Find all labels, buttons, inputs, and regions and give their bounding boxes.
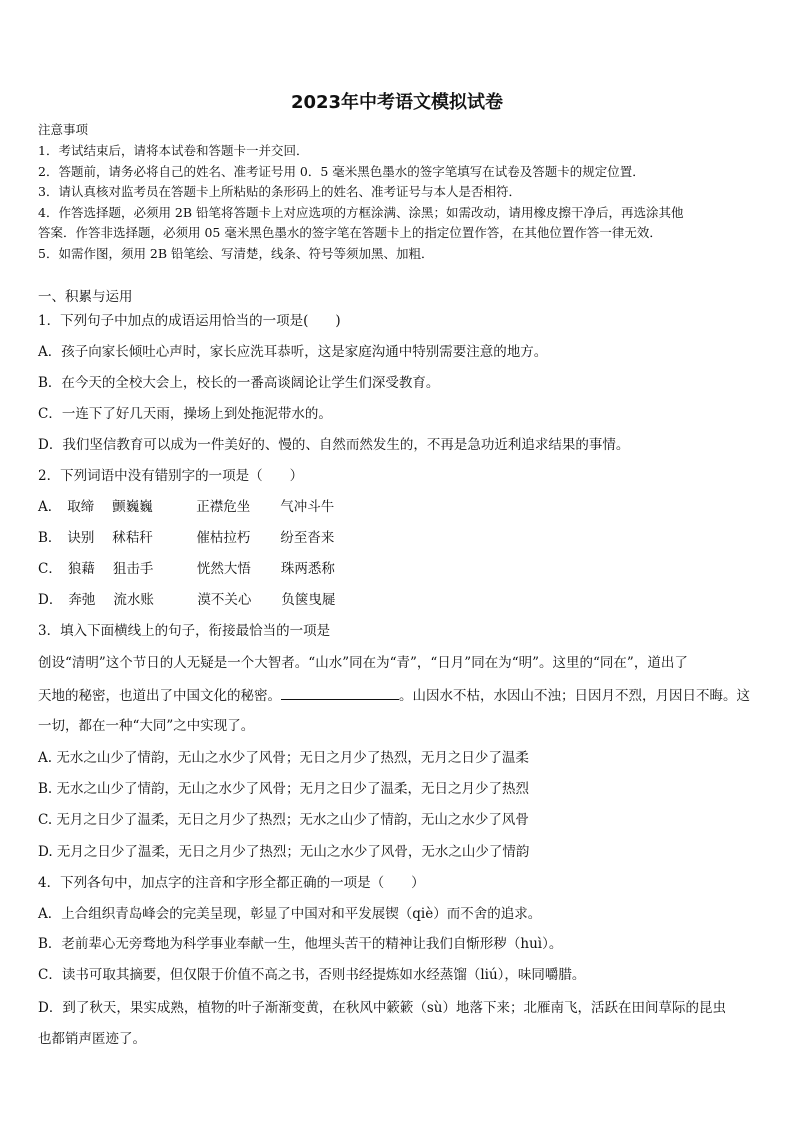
- q2-word: 狙击手: [112, 561, 154, 577]
- q2-word: 奔弛: [68, 592, 96, 608]
- notice-item-3: 3．请认真核对监考员在答题卡上所粘贴的条形码上的姓名、准考证号与本人是否相符．: [38, 184, 521, 199]
- q2-word: 纷至沓来: [280, 530, 335, 546]
- exam-title: 2023年中考语文模拟试卷: [290, 92, 504, 113]
- q2-row-label: C．: [38, 561, 62, 577]
- q3-passage-line-2: [38, 686, 750, 705]
- q2-word: 正襟危坐: [196, 499, 251, 515]
- q2-word: 取缔: [67, 499, 95, 515]
- q2-row-c: [38, 560, 371, 578]
- notice-item-2: 2．答题前，请务必将自己的姓名、准考证号用 0．5 毫米黑色墨水的签字笔填写在试卷及答题卡的规定位置．: [38, 164, 645, 179]
- q3-blank-line: [281, 686, 399, 700]
- q2-row-label: B．: [38, 530, 62, 546]
- q2-row-label: A．: [38, 499, 62, 515]
- q3-passage-text: 天地的秘密，也道出了中国文化的秘密。: [38, 688, 281, 704]
- q2-word: 漠不关心: [197, 592, 252, 608]
- q3-passage-line-3: 一切，都在一种“大同”之中实现了。: [38, 718, 255, 734]
- q2-word: 秫秸秆: [112, 530, 153, 546]
- q1-stem: 1．下列句子中加点的成语运用恰当的一项是( ): [38, 313, 341, 329]
- q4-stem: 4．下列各句中，加点字的注音和字形全都正确的一项是（ ）: [38, 875, 425, 891]
- q1-option-a: A．孩子向家长倾吐心声时，家长应洗耳恭听，这是家庭沟通中特别需要注意的地方。: [38, 344, 548, 360]
- notice-item-5: 5．如需作图，须用 2B 铅笔绘、写清楚，线条、符号等须加黑、加粗．: [38, 246, 434, 261]
- q3-stem: 3．填入下面横线上的句子，衔接最恰当的一项是: [38, 623, 331, 639]
- q4-option-a: A．上合组织青岛峰会的完美呈现，彰显了中国对和平发展锲（qiè）而不舍的追求。: [38, 906, 542, 922]
- q1-option-c: C．一连下了好几天雨，操场上到处拖泥带水的。: [38, 406, 332, 422]
- q2-row-b: [38, 529, 370, 547]
- section-heading: 一、积累与运用: [38, 289, 133, 305]
- q3-passage-text: 。山因水不枯，水因山不浊；日因月不烈，月因日不晦。这: [399, 688, 750, 704]
- notice-item-1: 1．考试结束后，请将本试卷和答题卡一并交回．: [38, 143, 309, 158]
- q1-option-b: B．在今天的全校大会上，校长的一番高谈阔论让学生们深受教育。: [38, 375, 440, 391]
- q2-row-a: [38, 498, 370, 516]
- q2-row-label: D．: [38, 592, 63, 608]
- q2-row-d: [38, 591, 371, 609]
- q3-option-b: B. 无水之山少了情韵，无山之水少了风骨；无月之日少了温柔，无日之月少了热烈: [38, 781, 530, 797]
- q2-word: 负箧曳屣: [281, 592, 336, 608]
- q2-word: 气冲斗牛: [280, 499, 335, 515]
- q4-option-b: B．老前辈心无旁骛地为科学事业奉献一生，他埋头苦干的精神让我们自惭形秽（huì）。: [38, 936, 563, 952]
- q4-option-d-cont: 也都销声匿迹了。: [38, 1031, 146, 1047]
- q3-option-a: A. 无水之山少了情韵，无山之水少了风骨；无日之月少了热烈，无月之日少了温柔: [38, 750, 529, 766]
- q2-word: 诀别: [67, 530, 95, 546]
- q3-option-d: D. 无月之日少了温柔，无日之月少了热烈；无山之水少了风骨，无水之山少了情韵: [38, 844, 530, 860]
- notice-item-4-cont: 答案．作答非选择题，必须用 05 毫米黑色墨水的签字笔在答题卡上的指定位置作答，在其他位置作答一律无效．: [38, 225, 662, 240]
- q2-word: 颤巍巍: [112, 499, 153, 515]
- notice-heading: 注意事项: [38, 122, 89, 137]
- q3-passage-line-1: 创设“清明”这个节日的人无疑是一个大智者。“山水”同在为“青”，“日月”同在为“明”。这里的“同在”，道出了: [38, 655, 688, 671]
- q2-word: 催枯拉朽: [196, 530, 251, 546]
- q1-option-d: D．我们坚信教育可以成为一件美好的、慢的、自然而然发生的，不再是急功近利追求结果的事情。: [38, 437, 630, 453]
- q2-word: 珠两悉称: [280, 561, 335, 577]
- q2-word: 狼藉: [67, 561, 95, 577]
- q2-word: 流水账: [113, 592, 154, 608]
- notice-item-4: 4．作答选择题，必须用 2B 铅笔将答题卡上对应选项的方框涂满、涂黑；如需改动，请用橡皮擦干净后，再选涂其他: [38, 205, 684, 220]
- q4-option-c: C．读书可取其摘要，但仅限于价值不高之书，否则书经提炼如水经蒸馏（liú），味同嚼腊。: [38, 967, 586, 983]
- q2-stem: 2．下列词语中没有错别字的一项是（ ）: [38, 468, 304, 484]
- q4-option-d: D．到了秋天，果实成熟，植物的叶子渐渐变黄，在秋风中簌簌（sù）地落下来；北雁南飞，活跃在田间草际的昆虫: [38, 1000, 726, 1016]
- q2-word: 恍然大悟: [196, 561, 251, 577]
- q3-option-c: C. 无月之日少了温柔，无日之月少了热烈；无水之山少了情韵，无山之水少了风骨: [38, 812, 529, 828]
